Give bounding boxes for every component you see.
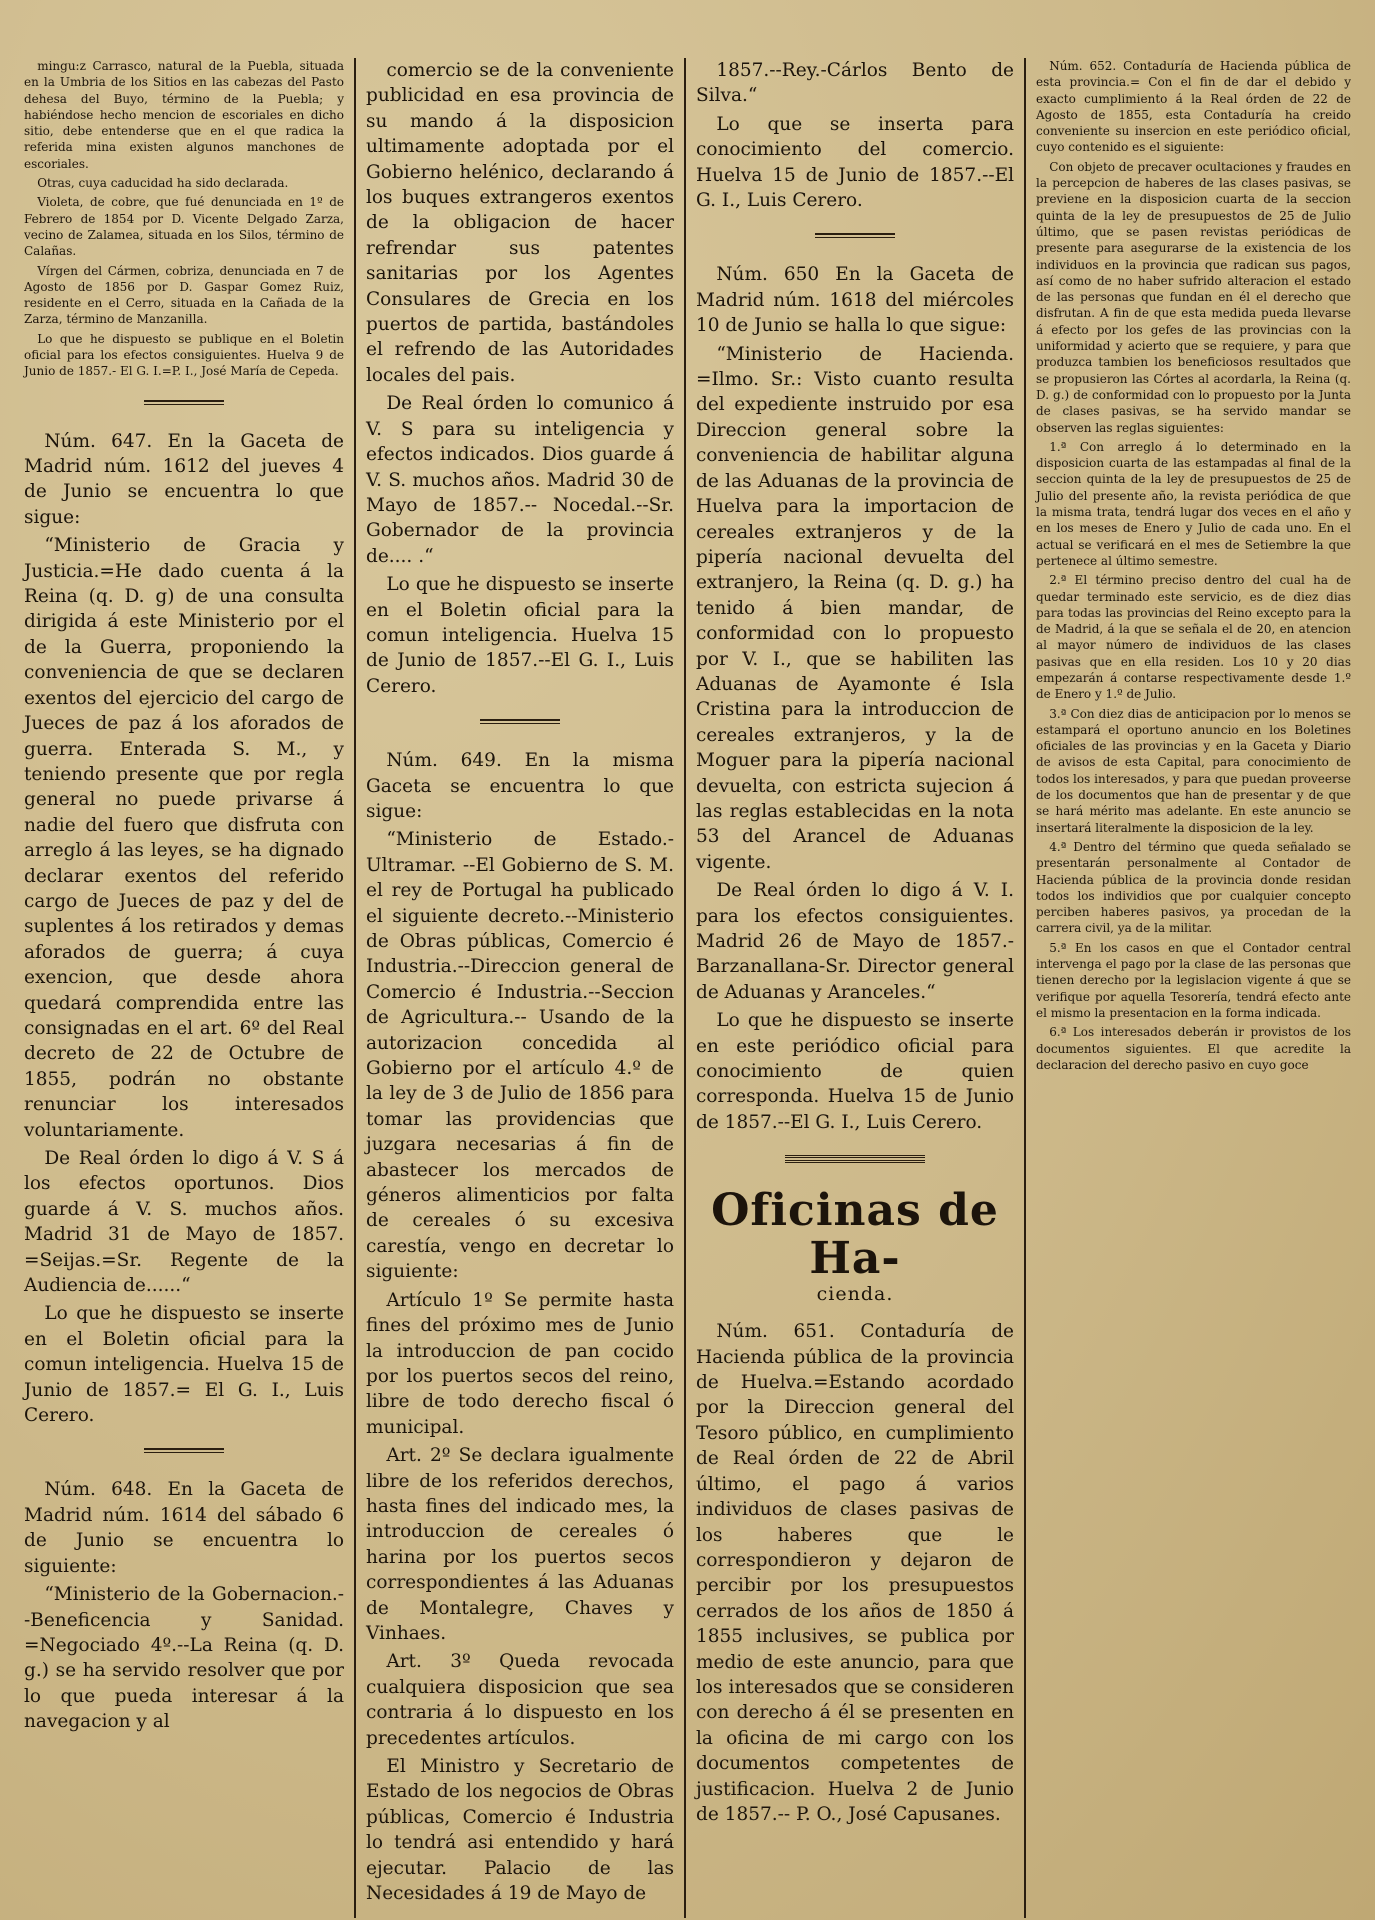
column-4: [1024, 58, 1361, 1918]
article-paragraph: De Real órden lo digo á V. I. para los efectos consiguientes. Madrid 26 de Mayo de 1857.- Barzanallana-Sr. Director general de Aduanas y Aranceles.“: [696, 880, 1014, 1003]
article-paragraph: 3.ª Con diez dias de anticipacion por lo menos se estampará el oportuno anuncio en los Boletines oficiales de las provincias y en la Gaceta y Diario de avisos de esta Capital, para conocimiento de todos los interesados, y para que puedan proveerse de los documentos que han de presentar y de que se hará mérito mas adelante. En este anuncio se insertará literalmente la disposicion de la ley.: [1036, 706, 1351, 835]
article-paragraph: Otras, cuya caducidad ha sido declarada.: [37, 176, 289, 191]
article-paragraph: 1.ª Con arreglo á lo determinado en la disposicion cuarta de las estampadas al final de la seccion quinta de la ley de presupuestos de 25 de Julio del presente año, la revista periódica de que la misma trata, tendrá lugar dos veces en el año y en los meses de Enero y Julio de cada uno. En el actual se verificará en el mes de Setiembre la que pertenece al último semestre.: [1036, 439, 1351, 568]
article-paragraph: Violeta, de cobre, que fué denunciada en 1º de Febrero de 1854 por D. Vicente Delgado Zarza, vecino de Zalamea, situada en los Silos, término de Calañas.: [24, 195, 344, 259]
article-paragraph: Núm. 652. Contaduría de Hacienda pública de esta provincia.= Con el fin de dar el debido y exacto cumplimiento á la Real órden de 22 de Agosto de 1855, esta Contaduría ha creido conveniente su insercion en este periódico oficial, cuyo contenido es el siguiente:: [1036, 59, 1351, 155]
article-paragraph: “Ministerio de la Gobernacion.--Beneficencia y Sanidad. =Negociado 4º.--La Reina (q. D. g.) se ha servido resolver que por lo que pueda interesar á la navegacion y al: [24, 1584, 344, 1733]
column-1: [14, 58, 354, 1918]
article-paragraph: Lo que he dispuesto se inserte en este periódico oficial para conocimiento de quien corresponda. Huelva 15 de Junio de 1857.--El G. I., Luis Cerero.: [696, 1010, 1014, 1133]
section-separator: [815, 233, 895, 238]
section-subheading: cienda.: [816, 1283, 894, 1306]
article-paragraph: “Ministerio de Gracia y Justicia.=He dado cuenta á la Reina (q. D. g) de una consulta dirigida á este Ministerio por el de la Guerra, proponiendo la conveniencia de que se declaren exentos del ejercicio del cargo de Jueces de paz á los aforados de guerra. Enterada S. M., y teniendo presente que por regla general no puede privarse á nadie del fuero que disfruta con arreglo á las leyes, se ha dignado declarar exentos del referido cargo de Jueces de paz y del de suplentes á los retirados y demas aforados de guerra; á cuya exencion, que desde ahora quedará comprendida entre las consignadas en el art. 6º del Real decreto de 22 de Octubre de 1855, podrán no obstante renunciar los interesados voluntariamente.: [24, 535, 344, 1141]
article-paragraph: 2.ª El término preciso dentro del cual ha de quedar terminado este servicio, es de diez dias para todas las provincias del Reino excepto para la de Madrid, á la que se señala el de 20, en atencion al mayor número de individuos de las clases pasivas que en ella residen. Los 10 y 20 dias empezarán á contarse respectivamente desde 1.º de Enero y 1.º de Julio.: [1036, 573, 1351, 702]
article-paragraph: Lo que he dispuesto se inserte en el Boletin oficial para la comun inteligencia. Huelva 15 de Junio de 1857.= El G. I., Luis Cerero.: [24, 1303, 344, 1427]
article-paragraph: Lo que he dispuesto se inserte en el Boletin oficial para la comun inteligencia. Huelva 15 de Junio de 1857.--El G. I., Luis Cerero.: [366, 574, 674, 697]
column-2: [354, 58, 684, 1918]
article-paragraph: comercio se de la conveniente publicidad en esa provincia de su mando á la disposicion ultimamente adoptada por el Gobierno helénico, declarando á los buques extrangeros exentos de la obligacion de hacer refrendar sus patentes sanitarias por los Agentes Consulares de Grecia en los puertos de partida, bastándoles el refrendo de las Autoridades locales del pais.: [366, 60, 674, 386]
article-paragraph: 5.ª En los casos en que el Contador central intervenga el pago por la clase de las personas que tienen derecho por la legislacion vigente á que se verifique por aquella Tesorería, tendrá efecto ante el mismo la presentacion en la forma indicada.: [1036, 940, 1351, 1020]
section-heading: Oficinas de Ha-: [711, 1185, 999, 1285]
section-separator: [480, 719, 560, 724]
article-paragraph: Con objeto de precaver ocultaciones y fraudes en la percepcion de haberes de las clases pasivas, se previene en la disposicion cuarta de la seccion quinta de la ley de presupuestos de 25 de Julio último, que se pasen revistas periódicas de presente para asegurarse de la existencia de los individuos en la provincia que radican sus pagos, así como de no haber sufrido alteracion el estado de las personas que fundan en él el derecho que disfrutan. A fin de que esta medida pueda llevarse á efecto por los gefes de las provincias con la uniformidad y acierto que se requiere, y para que produzca tambien los beneficiosos resultados que se propusieron las Córtes al acordarla, la Reina (q. D. g.) de conformidad con lo propuesto por la Junta de clases pasivas, se ha servido mandar se observen las reglas siguientes:: [1036, 159, 1351, 435]
article-paragraph: Núm. 651. Contaduría de Hacienda pública de la provincia de Huelva.=Estando acordado por la Direccion general del Tesoro público, en cumplimiento de Real órden de 22 de Abril último, el pago á varios individuos de clases pasivas de los haberes que le correspondieron y dejaron de percibir por los presupuestos cerrados de los años de 1850 á 1855 inclusives, se publica por medio de este anuncio, para que los interesados que se consideren con derecho á él se presenten en la oficina de mi cargo con los documentos competentes de justificacion. Huelva 2 de Junio de 1857.-- P. O., José Capusanes.: [696, 1321, 1014, 1825]
article-paragraph: Art. 2º Se declara igualmente libre de los referidos derechos, hasta fines del indicado mes, la introduccion de cereales ó harina por los puertos secos correspondientes á las Aduanas de Montalegre, Chaves y Vinhaes.: [366, 1445, 674, 1644]
article-paragraph: Núm. 648. En la Gaceta de Madrid núm. 1614 del sábado 6 de Junio se encuentra lo siguiente:: [24, 1479, 344, 1577]
article-paragraph: 6.ª Los interesados deberán ir provistos de los documentos siguientes. El que acredite la declaracion del derecho pasivo en cuyo goce: [1036, 1025, 1351, 1072]
article-paragraph: Art. 3º Queda revocada cualquiera disposicion que sea contraria á lo dispuesto en los precedentes artículos.: [366, 1651, 674, 1749]
article-paragraph: 1857.--Rey.-Cárlos Bento de Silva.“: [696, 60, 1014, 107]
article-paragraph: De Real órden lo digo á V. S á los efectos oportunos. Dios guarde á V. S. muchos años. Madrid 31 de Mayo de 1857. =Seijas.=Sr. Regente de la Audiencia de......“: [24, 1148, 344, 1297]
article-paragraph: Núm. 649. En la misma Gaceta se encuentra lo que sigue:: [366, 750, 674, 822]
article-paragraph: Núm. 647. En la Gaceta de Madrid núm. 1612 del jueves 4 de Junio se encuentra lo que sigue:: [24, 430, 344, 528]
section-separator: [144, 400, 224, 405]
section-separator: [144, 1448, 224, 1453]
article-paragraph: De Real órden lo comunico á V. S para su inteligencia y efectos indicados. Dios guarde á V. S. muchos años. Madrid 30 de Mayo de 1857.-- Nocedal.--Sr. Gobernador de la provincia de.... .“: [366, 393, 674, 567]
columns: [14, 58, 1361, 1918]
article-paragraph: Lo que he dispuesto se publique en el Boletin oficial para los efectos consiguientes. Huelva 9 de Junio de 1857.- El G. I.=P. I., José María de Cepeda.: [24, 331, 344, 379]
article-paragraph: “Ministerio de Estado.- Ultramar. --El Gobierno de S. M. el rey de Portugal ha publicado el siguiente decreto.--Ministerio de Obras públicas, Comercio é Industria.--Direccion general de Comercio é Industria.--Seccion de Agricultura.-- Usando de la autorizacion concedida al Gobierno por el artículo 4.º de la ley de 3 de Julio de 1856 para tomar las providencias que juzgara necesarias á fin de abastecer los mercados de géneros alimenticios por falta de cereales ó su excesiva carestía, vengo en decretar lo siguiente:: [366, 829, 674, 1283]
article-paragraph: El Ministro y Secretario de Estado de los negocios de Obras públicas, Comercio é Industria lo tendrá asi entendido y hará ejecutar. Palacio de las Necesidades á 19 de Mayo de: [366, 1756, 674, 1905]
section-separator: [785, 1155, 925, 1163]
article-paragraph: Lo que se inserta para conocimiento del comercio. Huelva 15 de Junio de 1857.--El G. I., Luis Cerero.: [696, 113, 1014, 212]
article-paragraph: mingu:z Carrasco, natural de la Puebla, situada en la Umbria de los Sitios en las cabezas del Pasto dehesa del Buyo, término de la Puebla; y habiéndose hecho mencion de escoriales en dicho sitio, debe entenderse que en el que radica la referida mina existen algunos manchones de escoriales.: [24, 59, 344, 171]
article-paragraph: 4.ª Dentro del término que queda señalado se presentarán personalmente al Contador de Hacienda pública de la provincia donde residan todos los individios que por cualquier concepto perciben haberes pasivos, ya procedan de la carrera civil, ya de la militar.: [1036, 839, 1351, 936]
column-3: [684, 58, 1024, 1918]
article-paragraph: Vírgen del Cármen, cobriza, denunciada en 7 de Agosto de 1856 por D. Gaspar Gomez Ruiz, residente en el Cerro, situada en la Cañada de la Zarza, término de Manzanilla.: [24, 263, 344, 327]
article-paragraph: “Ministerio de Hacienda. =Ilmo. Sr.: Visto cuanto resulta del expediente instruido por esa Direccion general sobre la conveniencia de habilitar alguna de las Aduanas de la provincia de Huelva para la importacion de cereales extranjeros y de la pipería nacional devuelta del extranjero, la Reina (q. D. g.) ha tenido á bien mandar, de conformidad con lo propuesto por V. I., que se habiliten las Aduanas de Ayamonte é Isla Cristina para la introduccion de cereales extranjeros, y la de Moguer para la pipería nacional devuelta, con estricta sujecion á las reglas establecidas en la nota 53 del Arancel de Aduanas vigente.: [696, 343, 1014, 873]
article-paragraph: Artículo 1º Se permite hasta fines del próximo mes de Junio la introduccion de pan cocido por los puertos secos del reino, libre de todo derecho fiscal ó municipal.: [366, 1289, 674, 1438]
article-paragraph: Núm. 650 En la Gaceta de Madrid núm. 1618 del miércoles 10 de Junio se halla lo que sigue:: [696, 264, 1014, 337]
